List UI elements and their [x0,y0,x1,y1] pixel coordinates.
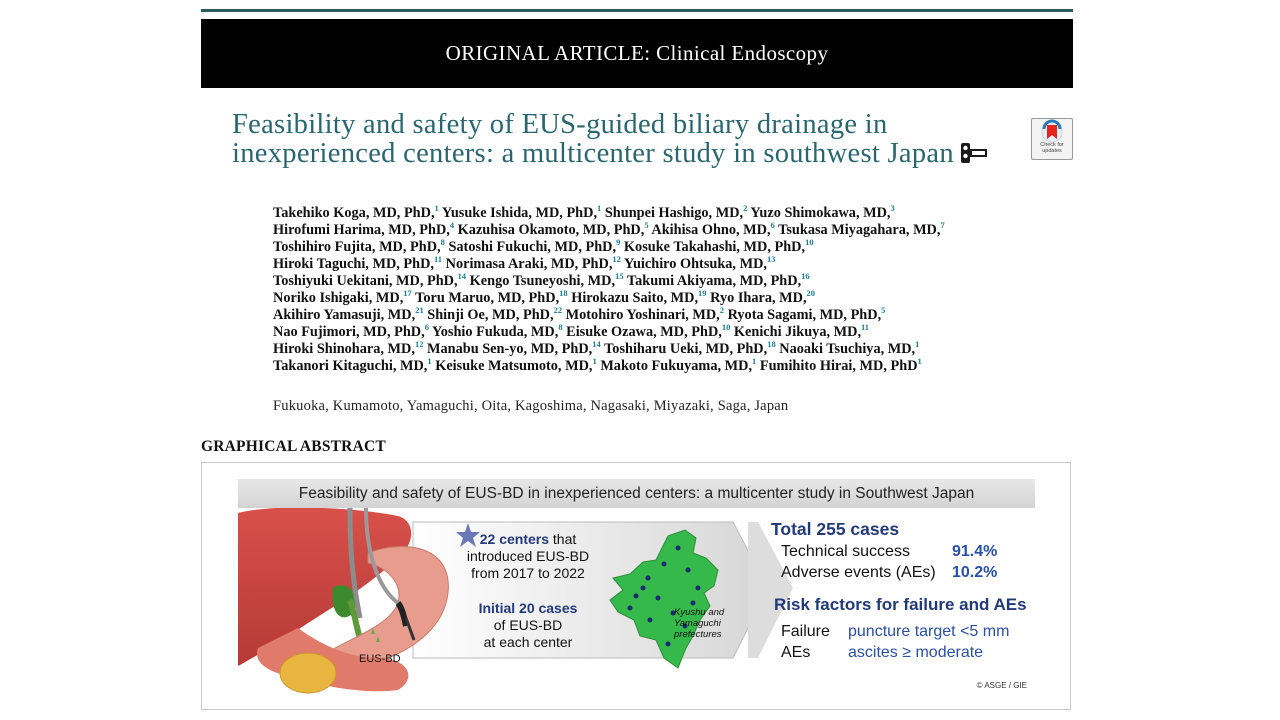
author-name: Hirokazu Saito, MD, [571,290,699,306]
affiliation-number: 2 [719,305,724,315]
check-for-updates-badge[interactable] [1031,118,1073,160]
affiliation-number: 6 [424,322,429,332]
author-name: Motohiro Yoshinari, MD, [565,307,720,323]
author-name: Hiroki Taguchi, MD, PhD, [273,256,435,272]
affiliation-number: 12 [414,339,424,349]
affiliation-number: 7 [940,220,945,230]
risk-factors-heading: Risk factors for failure and AEs [774,595,1027,614]
author-name: Akihiro Yamasuji, MD, [273,307,416,323]
author[interactable] [427,341,601,357]
centers-text-3: from 2017 to 2022 [471,565,585,581]
author-name: Yuichiro Ohtsuka, MD, [623,256,767,272]
author-name: Nao Fujimori, MD, PhD, [273,324,425,340]
failure-value: puncture target <5 mm [848,623,1010,640]
author[interactable] [273,341,423,357]
author-name: Yusuke Ishida, MD, PhD, [441,205,598,221]
author-name: Shinji Oe, MD, PhD, [427,307,554,323]
author-name: Kengo Tsuneyoshi, MD, [469,273,616,289]
author[interactable] [273,222,454,238]
author-name: Takumi Akiyama, MD, PhD, [626,273,802,289]
affiliation-number: 1 [597,203,602,213]
affiliation-number: 11 [434,254,443,264]
affiliation-number: 5 [644,220,649,230]
author-name: Toshihiro Fujita, MD, PhD, [273,239,441,255]
adverse-events-value: 10.2% [952,564,998,581]
organ-label: EUS-BD [359,653,401,665]
author-line [273,358,945,375]
author-list [273,205,945,375]
author-name: Makoto Fukuyama, MD, [600,358,753,374]
author[interactable] [604,341,776,357]
author-line [273,222,945,239]
initial-block [463,600,593,651]
author[interactable] [624,239,814,255]
author[interactable] [432,324,563,340]
author[interactable] [273,273,466,289]
affiliation-number: 1 [915,339,920,349]
graphical-abstract-title: Feasibility and safety of EUS-BD in inexperienced centers: a multicenter study in Southwest Japan [238,479,1035,508]
centers-text-2: introduced EUS-BD [466,548,590,564]
affiliation-number: 18 [559,288,568,298]
affiliation-number: 1 [434,203,439,213]
article-title-text: Feasibility and safety of EUS-guided biliary drainage in inexperienced centers: a multicenter study in southwest Japan [232,109,954,169]
author[interactable] [571,290,706,306]
author-line [273,307,945,324]
video-camera-icon[interactable] [960,141,988,172]
author[interactable] [273,307,424,323]
author-name: Takanori Kitaguchi, MD, [273,358,428,374]
affiliation-number: 8 [558,322,563,332]
failure-label: Failure [781,623,830,640]
total-cases: Total 255 cases [771,519,900,539]
author-name: Yuzo Shimokawa, MD, [750,205,891,221]
author-name: Toru Maruo, MD, PhD, [415,290,560,306]
author-name: Kazuhisa Okamoto, MD, PhD, [457,222,645,238]
affiliation-number: 10 [721,322,731,332]
author[interactable] [760,358,922,374]
pancreas [280,653,336,693]
affiliation-number: 8 [440,237,445,247]
author[interactable] [446,256,621,272]
author[interactable] [273,239,445,255]
author-name: Ryo Ihara, MD, [710,290,807,306]
affiliation-number: 10 [805,237,814,247]
affiliation-number: 3 [890,203,895,213]
author-line [273,290,945,307]
author[interactable] [273,290,412,306]
author-line [273,341,945,358]
author-name: Toshiharu Ueki, MD, PhD, [604,341,768,357]
author-line [273,239,945,256]
author-name: Takehiko Koga, MD, PhD, [273,205,435,221]
copyright-notice: © ASGE / GIE [976,681,1027,690]
author[interactable] [415,290,568,306]
author[interactable] [728,307,886,323]
top-rule [201,9,1073,12]
affiliation-number: 18 [767,339,776,349]
affiliation-number: 1 [592,356,597,366]
author-line [273,256,945,273]
author-name: Akihisa Ohno, MD, [651,222,771,238]
author-name: Toshiyuki Uekitani, MD, PhD, [273,273,458,289]
initial-text-1: of EUS-BD [493,617,563,633]
author-name: Hirofumi Harima, MD, PhD, [273,222,450,238]
author[interactable] [442,205,601,221]
centers-line-1 [463,531,593,548]
affiliation-number: 20 [806,288,816,298]
author-line [273,205,945,222]
author[interactable] [627,273,810,289]
author[interactable] [448,239,620,255]
affiliation-number: 13 [766,254,776,264]
author-name: Yoshio Fukuda, MD, [432,324,559,340]
affiliation-number: 21 [415,305,424,315]
author-name: Eisuke Ozawa, MD, PhD, [566,324,722,340]
author[interactable] [651,222,774,238]
affiliation-number: 15 [615,271,624,281]
centers-block [463,531,593,582]
author-name: Kenichi Jikuya, MD, [733,324,862,340]
author-name: Kosuke Takahashi, MD, PhD, [623,239,806,255]
affiliation-number: 6 [770,220,775,230]
author-name: Shunpei Hashigo, MD, [604,205,744,221]
author-name: Naoaki Tsuchiya, MD, [779,341,916,357]
affiliation-number: 12 [612,254,621,264]
article-type-banner: ORIGINAL ARTICLE: Clinical Endoscopy [201,19,1073,88]
author[interactable] [566,307,724,323]
author-name: Ryota Sagami, MD, PhD, [727,307,882,323]
author-name: Norimasa Araki, MD, PhD, [445,256,613,272]
affiliation-number: 5 [881,305,886,315]
map-label-2: Yamaguchi [674,618,721,629]
affiliation-number: 11 [861,322,870,332]
affiliation-number: 16 [801,271,810,281]
affiliation-number: 1 [427,356,432,366]
author-line [273,273,945,290]
initial-text-2: at each center [483,634,573,650]
author-name: Manabu Sen-yo, MD, PhD, [427,341,593,357]
author[interactable] [778,222,945,238]
affiliation-number: 1 [917,356,922,366]
centers-text-1: that [549,531,577,547]
map-label-3: prefectures [674,629,722,640]
author-name: Tsukasa Miyagahara, MD, [778,222,941,238]
author[interactable] [710,290,815,306]
check-for-updates-label: Check for updates [1040,142,1064,154]
map-label-1: Kyushu and [674,607,725,618]
affiliations: Fukuoka, Kumamoto, Yamaguchi, Oita, Kagoshima, Nagasaki, Miyazaki, Saga, Japan [273,398,789,414]
aes-value: ascites ≥ moderate [848,644,984,661]
author[interactable] [624,256,776,272]
technical-success-value: 91.4% [952,543,998,560]
affiliation-number: 14 [592,339,601,349]
affiliation-number: 19 [698,288,707,298]
author[interactable] [427,307,562,323]
author[interactable] [273,324,429,340]
author-line [273,324,945,341]
author[interactable] [750,205,894,221]
initial-cases: Initial 20 cases [478,600,578,616]
graphical-abstract [238,479,1035,694]
affiliation-number: 17 [403,288,412,298]
affiliation-number: 14 [457,271,467,281]
affiliation-number: 22 [553,305,563,315]
affiliation-number: 1 [752,356,757,366]
centers-count: 22 centers [479,531,550,547]
author[interactable] [605,205,748,221]
author[interactable] [458,222,649,238]
affiliation-number: 4 [449,220,455,230]
graphical-abstract-heading: GRAPHICAL ABSTRACT [201,438,386,455]
technical-success-label: Technical success [781,543,910,560]
map-label [674,607,724,640]
author[interactable] [273,358,432,374]
author-name: Noriko Ishigaki, MD, [273,290,404,306]
adverse-events-label: Adverse events (AEs) [781,564,936,581]
author[interactable] [435,358,597,374]
author-name: Fumihito Hirai, MD, PhD [759,358,918,374]
author-name: Hiroki Shinohara, MD, [273,341,415,357]
affiliation-number: 2 [743,203,748,213]
article-title [232,111,1022,171]
aes-label: AEs [781,644,811,661]
author[interactable] [779,341,919,357]
author[interactable] [734,324,869,340]
author[interactable] [600,358,756,374]
author[interactable] [470,273,624,289]
author[interactable] [566,324,730,340]
affiliation-number: 9 [616,237,621,247]
author-name: Satoshi Fukuchi, MD, PhD, [448,239,617,255]
author[interactable] [273,205,439,221]
author-name: Keisuke Matsumoto, MD, [435,358,593,374]
author[interactable] [273,256,442,272]
